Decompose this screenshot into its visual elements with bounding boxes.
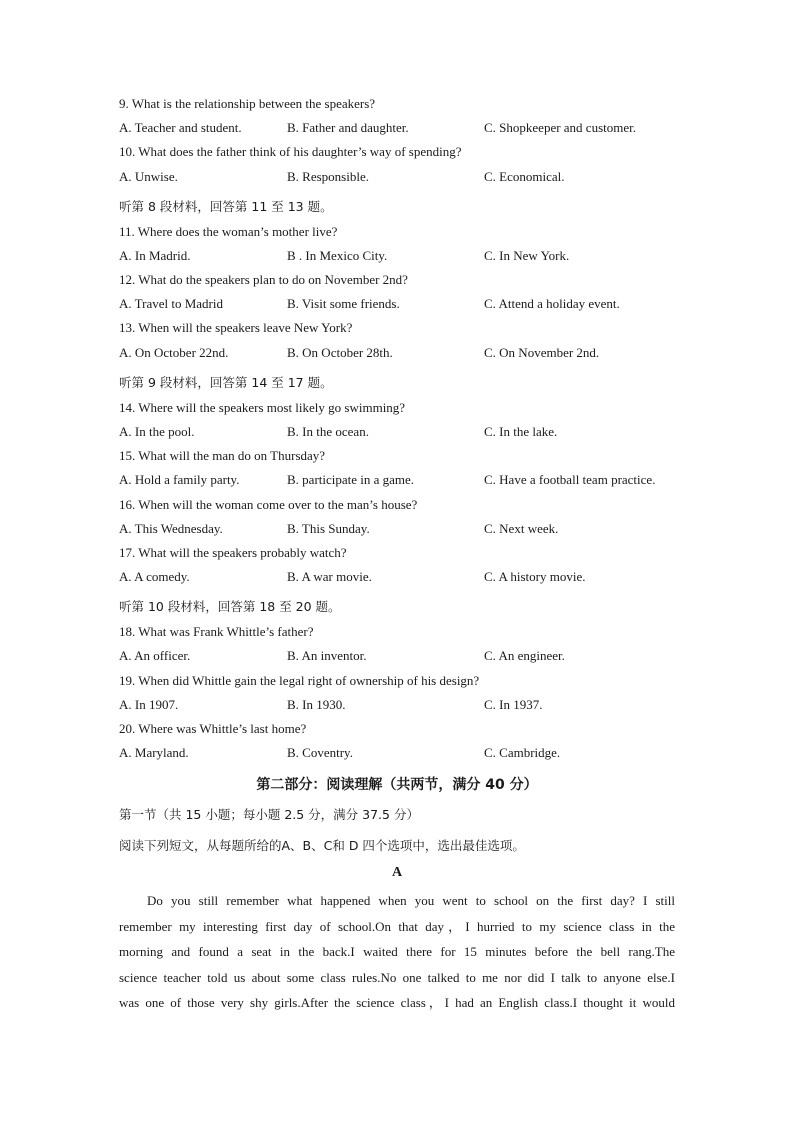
question-18-option-a: A. An officer. <box>119 648 191 663</box>
question-18-option-c: C. An engineer. <box>484 648 565 663</box>
question-13-option-c: C. On November 2nd. <box>484 345 600 360</box>
question-15-option-a: A. Hold a family party. <box>119 472 240 487</box>
question-19-option-a: A. In 1907. <box>119 697 179 712</box>
question-14-option-c: C. In the lake. <box>484 424 558 439</box>
passage-letter: A <box>391 865 403 880</box>
question-19-stem: 19. When did Whittle gain the legal right of ownership of his design? <box>119 673 480 688</box>
question-19-option-c: C. In 1937. <box>484 697 543 712</box>
question-17-option-c: C. A history movie. <box>484 569 586 584</box>
question-12-option-c: C. Attend a holiday event. <box>484 296 620 311</box>
question-12-option-a: A. Travel to Madrid <box>119 296 223 311</box>
question-18-option-b: B. An inventor. <box>287 648 367 663</box>
passage-line: morning and found a seat in the back.I waited there for 15 minutes before the bell rang.The <box>119 944 675 959</box>
question-15-option-b: B. participate in a game. <box>287 472 415 487</box>
question-14-option-b: B. In the ocean. <box>287 424 369 439</box>
question-20-option-a: A. Maryland. <box>119 745 189 760</box>
question-9-option-c: C. Shopkeeper and customer. <box>484 120 636 135</box>
passage-line: Do you still remember what happened when you went to school on the first day? I still <box>147 893 675 908</box>
passage-paragraph <box>119 888 675 1016</box>
question-11-option-b: B . In Mexico City. <box>287 248 388 263</box>
question-14-option-a: A. In the pool. <box>119 424 195 439</box>
section-10-instruction: 听第 10 段材料，回答第 18 至 20 题。 <box>119 599 341 614</box>
question-18-stem: 18. What was Frank Whittle’s father? <box>119 624 314 639</box>
question-13-option-a: A. On October 22nd. <box>119 345 229 360</box>
question-16-option-a: A. This Wednesday. <box>119 521 223 536</box>
passage-line: remember my interesting first day of school.On that day，I hurried to my science class in the <box>119 918 675 934</box>
question-11-option-c: C. In New York. <box>484 248 570 263</box>
passage-line: was one of those very shy girls.After the science class，I had an English class.I thought it would <box>119 995 675 1010</box>
question-10-option-b: B. Responsible. <box>287 169 369 184</box>
question-16-stem: 16. When will the woman come over to the man’s house? <box>119 497 418 512</box>
question-10-stem: 10. What does the father think of his daughter’s way of spending? <box>119 144 462 159</box>
question-10-option-c: C. Economical. <box>484 169 565 184</box>
question-16-option-b: B. This Sunday. <box>287 521 370 536</box>
question-9-option-a: A. Teacher and student. <box>119 120 242 135</box>
question-17-stem: 17. What will the speakers probably watch? <box>119 545 347 560</box>
part-two-title: 第二部分：阅读理解（共两节，满分 40 分） <box>256 777 538 793</box>
question-13-option-b: B. On October 28th. <box>287 345 393 360</box>
question-20-stem: 20. Where was Whittle’s last home? <box>119 721 307 736</box>
question-11-stem: 11. Where does the woman’s mother live? <box>119 224 338 239</box>
question-20-option-c: C. Cambridge. <box>484 745 561 760</box>
question-17-option-b: B. A war movie. <box>287 569 372 584</box>
question-15-stem: 15. What will the man do on Thursday? <box>119 448 326 463</box>
question-9-option-b: B. Father and daughter. <box>287 120 409 135</box>
question-11-option-a: A. In Madrid. <box>119 248 191 263</box>
section-one-note: 第一节（共 15 小题；每小题 2.5 分，满分 37.5 分） <box>119 807 419 822</box>
question-19-option-b: B. In 1930. <box>287 697 346 712</box>
question-20-option-b: B. Coventry. <box>287 745 353 760</box>
section-9-instruction: 听第 9 段材料，回答第 14 至 17 题。 <box>119 375 333 390</box>
section-8-instruction: 听第 8 段材料，回答第 11 至 13 题。 <box>119 199 333 214</box>
question-13-stem: 13. When will the speakers leave New York? <box>119 320 353 335</box>
question-9-stem: 9. What is the relationship between the speakers? <box>119 96 376 111</box>
question-17-option-a: A. A comedy. <box>119 569 190 584</box>
question-15-option-c: C. Have a football team practice. <box>484 472 656 487</box>
question-16-option-c: C. Next week. <box>484 521 559 536</box>
question-14-stem: 14. Where will the speakers most likely go swimming? <box>119 400 406 415</box>
passage-line: science teacher told us about some class rules.No one talked to me nor did I talk to anyone else.I <box>119 969 675 985</box>
question-12-stem: 12. What do the speakers plan to do on November 2nd? <box>119 272 408 287</box>
question-12-option-b: B. Visit some friends. <box>287 296 400 311</box>
question-10-option-a: A. Unwise. <box>119 169 178 184</box>
reading-instruction: 阅读下列短文，从每题所给的A、B、C和 D 四个选项中，选出最佳选项。 <box>119 838 525 853</box>
